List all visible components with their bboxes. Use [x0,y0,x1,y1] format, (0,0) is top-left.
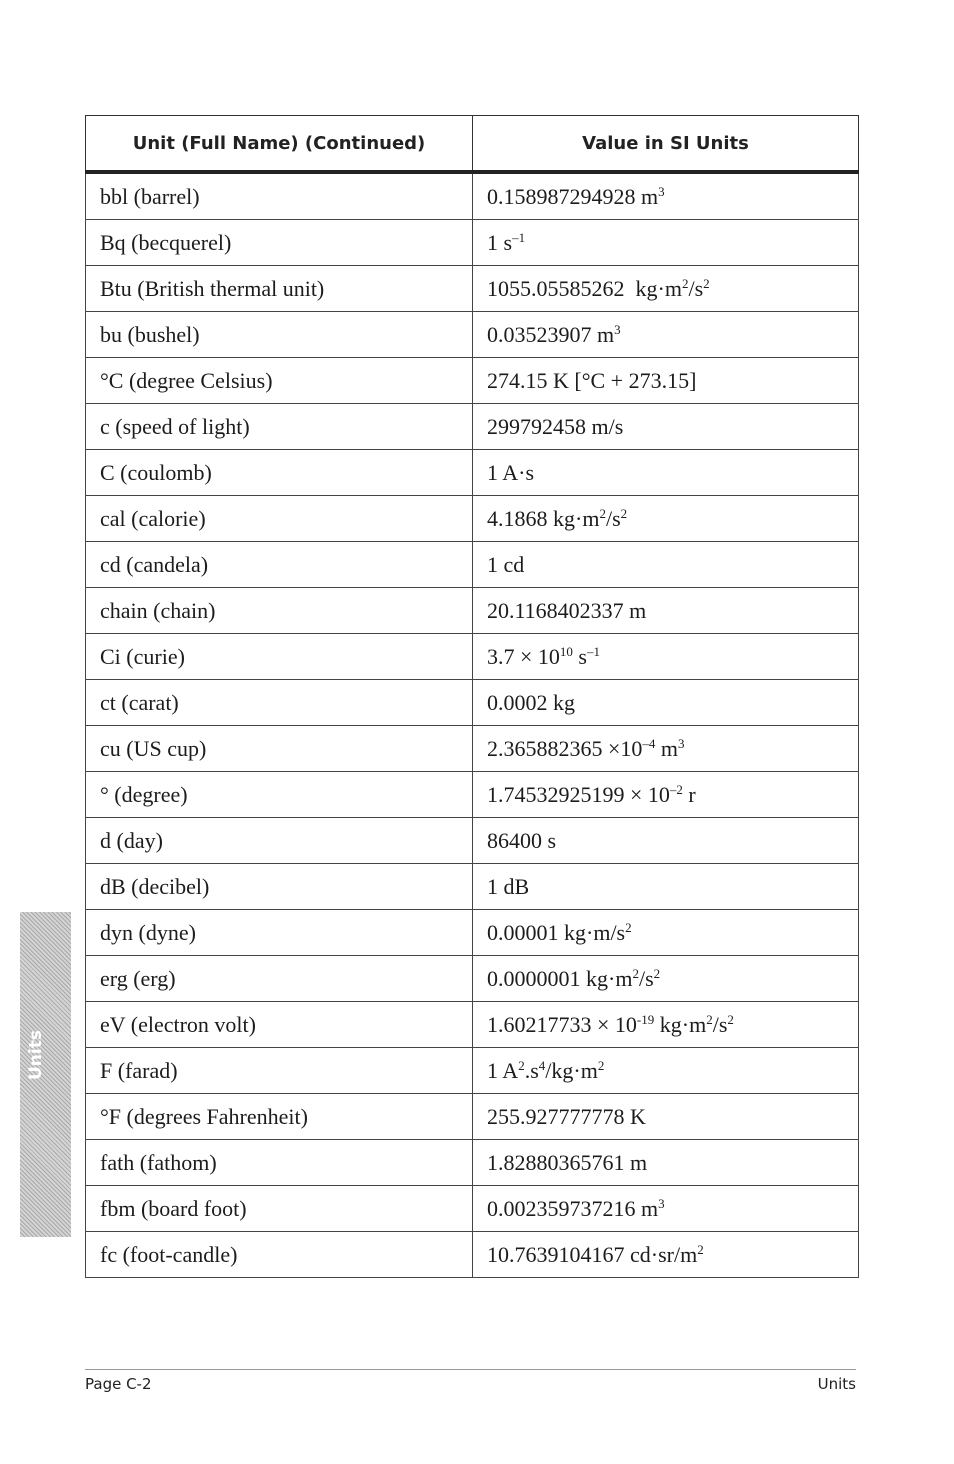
unit-cell: erg (erg) [86,956,473,1002]
si-value-cell: 274.15 K [°C + 273.15] [473,358,859,404]
unit-cell: °F (degrees Fahrenheit) [86,1094,473,1140]
table-row [86,680,859,726]
table-row [86,542,859,588]
table-row [86,634,859,680]
units-table [85,115,859,1278]
table-row [86,1232,859,1278]
unit-cell: fc (foot-candle) [86,1232,473,1278]
si-value-cell: 255.927777778 K [473,1094,859,1140]
table-row [86,312,859,358]
section-tab-label: Units [26,1030,46,1080]
table-row [86,404,859,450]
si-value-cell: 10.7639104167 $cd\cdot sr/m^2$ [473,1232,859,1278]
table-row [86,358,859,404]
unit-cell: ct (carat) [86,680,473,726]
unit-cell: bbl (barrel) [86,172,473,220]
si-value-cell: 1 dB [473,864,859,910]
unit-cell: Bq (becquerel) [86,220,473,266]
table-row [86,172,859,220]
si-value-cell: 1.82880365761 m [473,1140,859,1186]
table-row [86,1094,859,1140]
table-row [86,266,859,312]
unit-cell: dyn (dyne) [86,910,473,956]
footer-section-name: Units [817,1375,856,1393]
table-row [86,726,859,772]
table-row [86,864,859,910]
si-value-cell: $3.7 \times 10^{10}$ $s^{-1}$ [473,634,859,680]
unit-cell: eV (electron volt) [86,1002,473,1048]
table-row [86,1140,859,1186]
unit-cell: C (coulomb) [86,450,473,496]
si-value-cell: 0.03523907 $m^3$ [473,312,859,358]
si-value-cell: 1 $s^{-1}$ [473,220,859,266]
unit-cell: chain (chain) [86,588,473,634]
unit-cell: fbm (board foot) [86,1186,473,1232]
si-value-cell: 86400 s [473,818,859,864]
page-number: Page C-2 [85,1375,152,1393]
si-value-cell: 1 A·s [473,450,859,496]
unit-cell: ° (degree) [86,772,473,818]
table-row [86,588,859,634]
unit-cell: dB (decibel) [86,864,473,910]
table-row [86,450,859,496]
header-row [86,116,859,173]
unit-cell: cal (calorie) [86,496,473,542]
table-body [86,172,859,1278]
si-value-cell: 299792458 m/s [473,404,859,450]
unit-cell: d (day) [86,818,473,864]
si-value-cell: 0.00001 $kg\cdot m/s^2$ [473,910,859,956]
si-value-cell: $1.60217733 \times 10^{-19}$ $kg\cdot m^2/s^2$ [473,1002,859,1048]
si-value-cell: $2.365882365 \times 10^{-4}$ $m^3$ [473,726,859,772]
column-header-value: Value in SI Units [473,116,859,173]
footer-rule [85,1369,856,1370]
si-value-cell: 0.158987294928 $m^3$ [473,172,859,220]
si-value-cell: 0.0000001 $kg\cdot m^2/s^2$ [473,956,859,1002]
si-value-cell: 1055.05585262 $kg\cdot m^2/s^2$ [473,266,859,312]
si-value-cell: 1 $A^2.s^4/kg\cdot m^2$ [473,1048,859,1094]
table-row [86,496,859,542]
unit-cell: c (speed of light) [86,404,473,450]
table-row [86,956,859,1002]
column-header-unit: Unit (Full Name) (Continued) [86,116,473,173]
si-value-cell: $1.74532925199 \times 10^{-2}$ r [473,772,859,818]
unit-cell: Btu (British thermal unit) [86,266,473,312]
table-row [86,220,859,266]
si-value-cell: 20.1168402337 m [473,588,859,634]
table-row [86,1186,859,1232]
si-value-cell: 1 cd [473,542,859,588]
unit-cell: F (farad) [86,1048,473,1094]
unit-cell: cu (US cup) [86,726,473,772]
unit-cell: °C (degree Celsius) [86,358,473,404]
unit-cell: fath (fathom) [86,1140,473,1186]
si-value-cell: 0.0002 kg [473,680,859,726]
table-row [86,1002,859,1048]
table-row [86,910,859,956]
table-row [86,1048,859,1094]
si-value-cell: 4.1868 $kg\cdot m^2/s^2$ [473,496,859,542]
unit-cell: bu (bushel) [86,312,473,358]
unit-cell: Ci (curie) [86,634,473,680]
table-row [86,772,859,818]
si-value-cell: 0.002359737216 $m^3$ [473,1186,859,1232]
unit-cell: cd (candela) [86,542,473,588]
table-row [86,818,859,864]
